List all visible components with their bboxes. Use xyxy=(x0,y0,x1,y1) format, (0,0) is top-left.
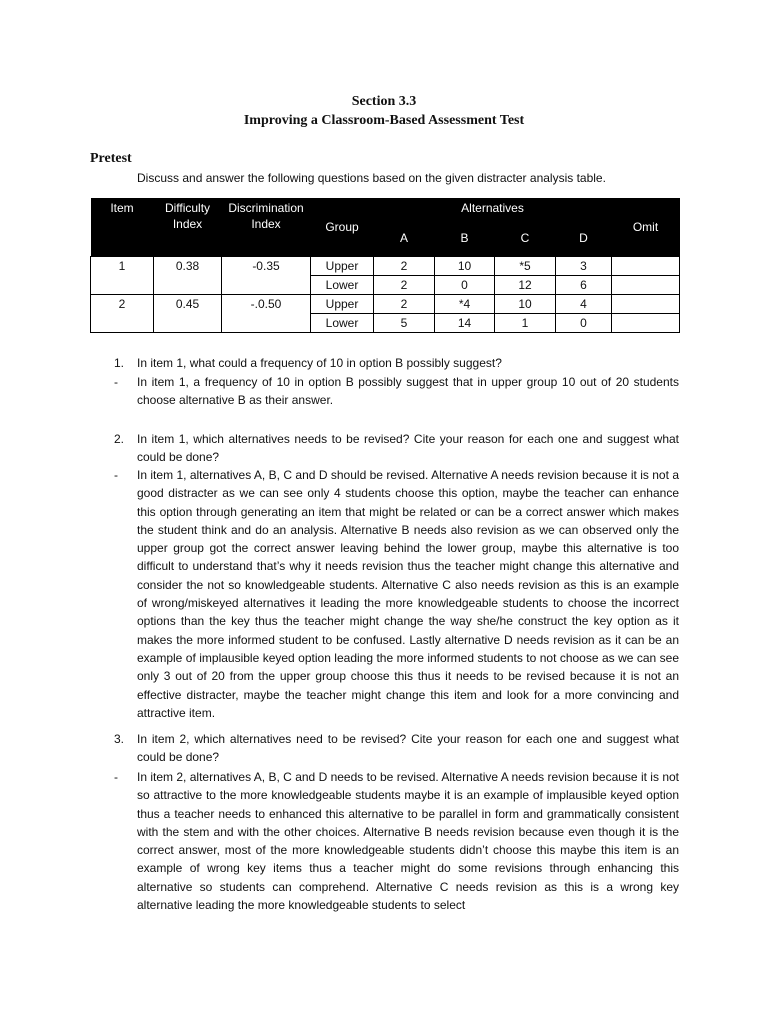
cell-alt-b: 10 xyxy=(435,257,495,276)
list-marker: - xyxy=(114,468,118,482)
list-marker: - xyxy=(114,375,118,389)
cell-alt-c: 1 xyxy=(495,314,556,333)
header-difficulty-index: Difficulty Index xyxy=(154,198,222,257)
cell-omit xyxy=(612,276,680,295)
list-marker: 3. xyxy=(114,732,125,746)
question-text: In item 1, what could a frequency of 10 in option B possibly suggest? xyxy=(137,356,502,370)
header-alt-a: A xyxy=(374,228,435,257)
pretest-instruction: Discuss and answer the following questions based on the given distracter analysis table. xyxy=(137,171,606,185)
section-title: Improving a Classroom-Based Assessment Test xyxy=(243,113,525,128)
cell-alt-a: 2 xyxy=(374,276,435,295)
cell-difficulty: 0.38 xyxy=(154,257,222,295)
cell-alt-d: 4 xyxy=(556,295,612,314)
cell-omit xyxy=(612,295,680,314)
question-text: In item 1, which alternatives needs to be revised? Cite your reason for each one and suggest what could be done? xyxy=(137,432,679,465)
cell-alt-b: 14 xyxy=(435,314,495,333)
question-1 xyxy=(114,354,679,372)
table-row xyxy=(91,257,680,276)
header-group: Group xyxy=(311,198,374,257)
cell-alt-d: 0 xyxy=(556,314,612,333)
header-discrimination-index: Discrimination Index xyxy=(222,198,311,257)
list-marker: 2. xyxy=(114,432,125,446)
cell-group: Lower xyxy=(311,276,374,295)
cell-group: Lower xyxy=(311,314,374,333)
cell-alt-c: *5 xyxy=(495,257,556,276)
answer-1 xyxy=(114,373,679,410)
list-marker: - xyxy=(114,770,118,784)
question-text: In item 2, which alternatives need to be revised? Cite your reason for each one and suggest what could be done? xyxy=(137,732,679,765)
cell-alt-b: 0 xyxy=(435,276,495,295)
header-omit: Omit xyxy=(612,198,680,257)
cell-omit xyxy=(612,314,680,333)
table-row xyxy=(91,295,680,314)
header-alternatives: Alternatives xyxy=(374,198,612,228)
cell-omit xyxy=(612,257,680,276)
cell-discrimination: -0.35 xyxy=(222,257,311,295)
cell-difficulty: 0.45 xyxy=(154,295,222,333)
header-item: Item xyxy=(91,198,154,257)
header-alt-c: C xyxy=(495,228,556,257)
question-2 xyxy=(114,430,679,467)
cell-alt-d: 3 xyxy=(556,257,612,276)
question-3 xyxy=(114,730,679,767)
cell-alt-a: 5 xyxy=(374,314,435,333)
answer-text: In item 1, a frequency of 10 in option B possibly suggest that in upper group 10 out of 20 students choose alternative B as their answer. xyxy=(137,375,679,408)
answer-3 xyxy=(114,768,679,914)
header-alt-b: B xyxy=(435,228,495,257)
cell-alt-c: 12 xyxy=(495,276,556,295)
cell-group: Upper xyxy=(311,295,374,314)
section-heading: Section 3.3 xyxy=(351,94,417,109)
cell-item: 1 xyxy=(91,257,154,295)
cell-alt-b: *4 xyxy=(435,295,495,314)
answer-2 xyxy=(114,466,679,722)
answer-text: In item 2, alternatives A, B, C and D needs to be revised. Alternative A needs revision because it is not so attractive to the more knowledgeable students maybe it is an example of implausible keyed option thus a teacher needs to enhanced this alternative to be parallel in form and grammatically consistent with the stem and with the other choices. Alternative B needs revision because even though it is the correct answer, most of the more knowledgeable students didn’t choose this maybe this item is an example of wrong key items thus a teacher might do some revisions through enhancing this alternative so students can comprehend. Alternative C needs revision as this is a wrong key alternative leading the more knowledgeable students to select xyxy=(137,770,679,913)
cell-item: 2 xyxy=(91,295,154,333)
list-marker: 1. xyxy=(114,356,125,370)
cell-alt-a: 2 xyxy=(374,257,435,276)
header-alt-d: D xyxy=(556,228,612,257)
distracter-analysis-table xyxy=(90,198,680,333)
cell-alt-c: 10 xyxy=(495,295,556,314)
cell-group: Upper xyxy=(311,257,374,276)
answer-text: In item 1, alternatives A, B, C and D should be revised. Alternative A needs revision because it is not a good distracter as we can see only 4 students choose this option, maybe the teacher can enhance this option through generating an item that might be related or can be a correct answer which makes the student think and do an analysis. Alternative B needs also revision as we can observed only the upper group got the correct answer leaving behind the lower group, maybe this alternative is too difficult to understand that’s why it needs revision thus the teacher might change this alternative and consider the not so knowledgeable students. Alternative C also needs revision as this is an example of wrong/miskeyed alternatives it leading the more knowledgeable students to choose the incorrect options than the key thus the teacher might change the way she/he construct the key option as it makes the more informed student to be confused. Lastly alternative D needs revision as it can be an example of implausible keyed option leading the more informed students to not choose as we can see only 3 out of 20 from the upper group choose this thus it needs to be revised because it is not an effective distracter, maybe the teacher might change this item and look for a more convincing and attractive item. xyxy=(137,468,679,720)
cell-discrimination: -.0.50 xyxy=(222,295,311,333)
cell-alt-a: 2 xyxy=(374,295,435,314)
cell-alt-d: 6 xyxy=(556,276,612,295)
pretest-label: Pretest xyxy=(90,151,132,166)
